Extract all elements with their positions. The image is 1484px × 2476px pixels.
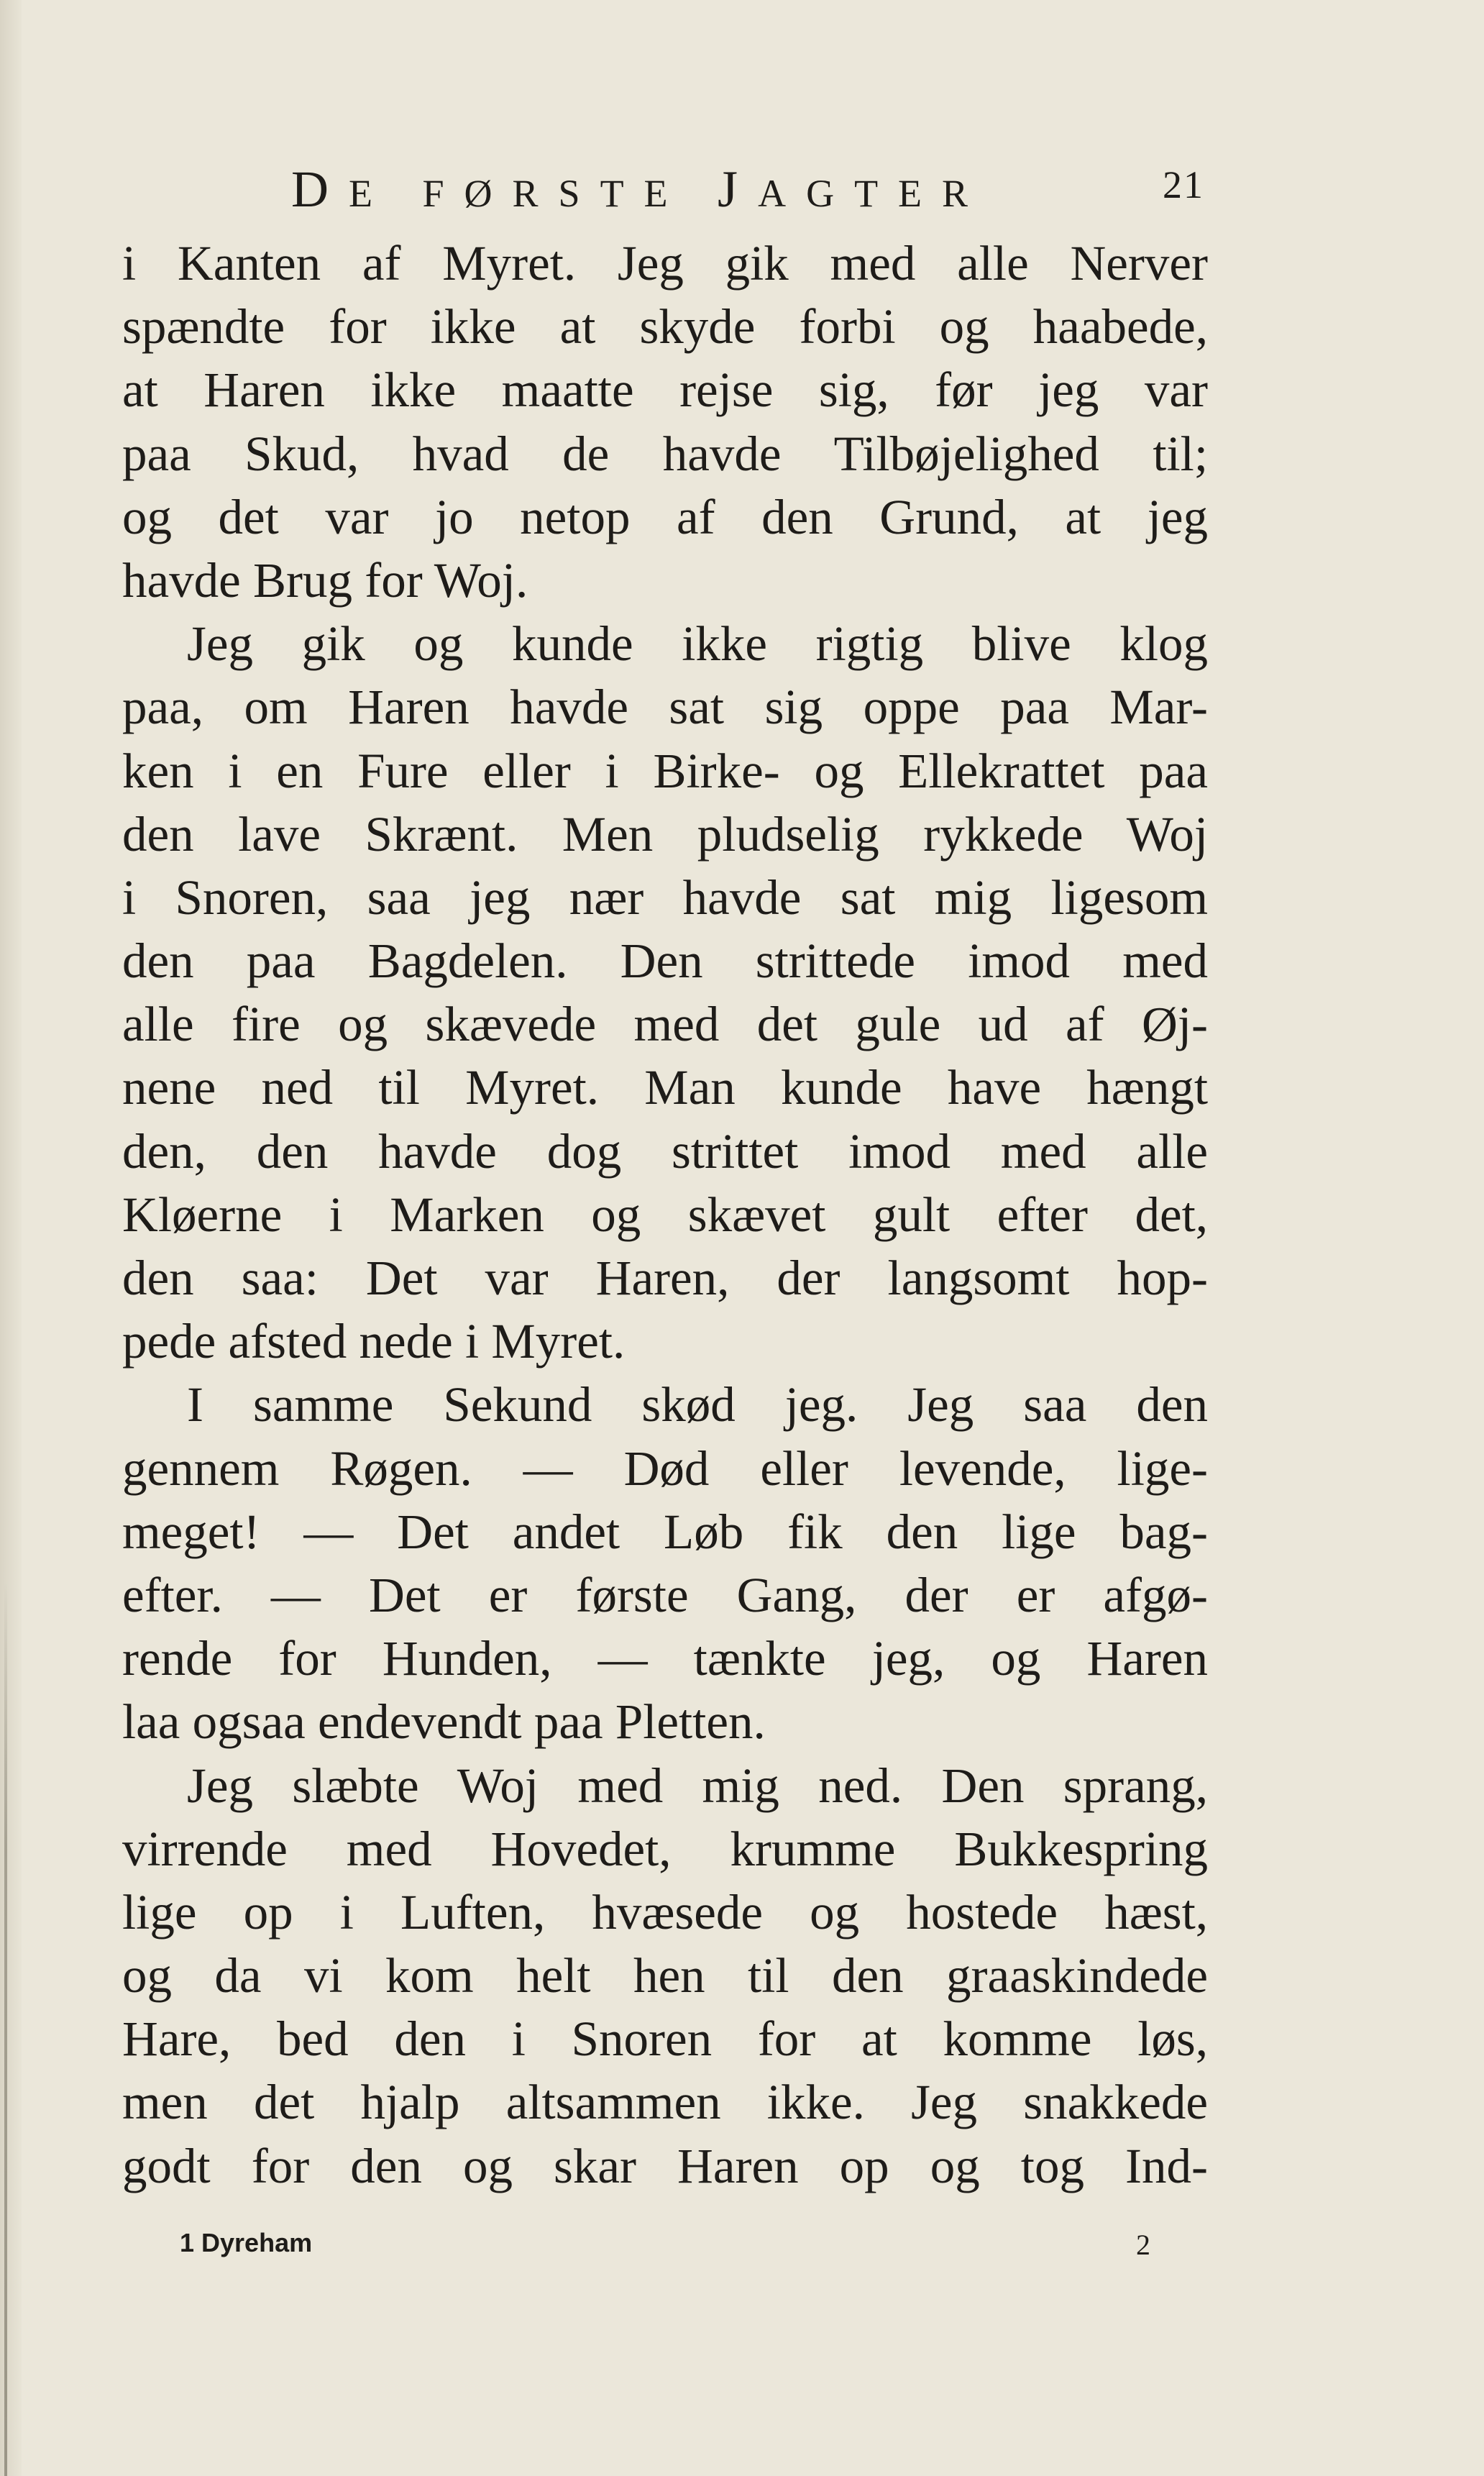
text-line: godt for den og skar Haren op og tog Ind- xyxy=(122,2138,1208,2193)
text-line: men det hjalp altsammen ikke. Jeg snakkede xyxy=(122,2075,1208,2130)
page-number: 21 xyxy=(1163,163,1204,206)
text-line: den lave Skrænt. Men pludselig rykkede Woj xyxy=(122,806,1208,862)
text-line: og det var jo netop af den Grund, at jeg xyxy=(122,489,1208,544)
running-title-word-1: E FØRSTE xyxy=(349,172,688,215)
text-line: virrende med Hovedet, krumme Bukkespring xyxy=(122,1821,1208,1876)
text-line: den, den havde dog strittet imod med alle xyxy=(122,1123,1208,1179)
text-line: Jeg slæbte Woj med mig ned. Den sprang, xyxy=(187,1758,1208,1813)
signature-number: 2 xyxy=(1136,2229,1150,2261)
text-line: efter. — Det er første Gang, der er afgø- xyxy=(122,1567,1208,1622)
text-line: gennem Røgen. — Død eller levende, lige- xyxy=(122,1440,1208,1496)
text-line: paa Skud, hvad de havde Tilbøjelighed til; xyxy=(122,426,1208,481)
text-line: i Kanten af Myret. Jeg gik med alle Nerver xyxy=(122,236,1208,291)
text-line: meget! — Det andet Løb fik den lige bag- xyxy=(122,1504,1208,1559)
running-header xyxy=(291,160,1204,218)
text-line: den saa: Det var Haren, der langsomt hop- xyxy=(122,1251,1208,1305)
text-line: at Haren ikke maatte rejse sig, før jeg var xyxy=(122,362,1208,418)
page-edge xyxy=(0,0,22,2476)
body-text xyxy=(122,232,1208,2198)
text-line: spændte for ikke at skyde forbi og haabede, xyxy=(122,299,1208,355)
running-title xyxy=(291,160,988,219)
text-line: den paa Bagdelen. Den strittede imod med xyxy=(122,933,1208,989)
text-line: alle fire og skævede med det gule ud af Øj- xyxy=(122,997,1208,1052)
text-line: rende for Hunden, — tænkte jeg, og Haren xyxy=(122,1631,1208,1686)
text-line: Hare, bed den i Snoren for at komme løs, xyxy=(122,2011,1208,2067)
text-line: paa, om Haren havde sat sig oppe paa Mar- xyxy=(122,680,1208,735)
running-title-initial-1: D xyxy=(291,160,349,218)
text-line: lige op i Luften, hvæsede og hostede hæst, xyxy=(122,1884,1208,1940)
text-line: I samme Sekund skød jeg. Jeg saa den xyxy=(187,1377,1208,1433)
text-line: nene ned til Myret. Man kunde have hængt xyxy=(122,1060,1208,1115)
text-line: ken i en Fure eller i Birke- og Ellekrattet paa xyxy=(122,743,1208,798)
text-line: og da vi kom helt hen til den graaskindede xyxy=(122,1948,1208,2004)
text-line: Jeg gik og kunde ikke rigtig blive klog xyxy=(187,616,1208,672)
running-title-initial-2: J xyxy=(718,160,759,218)
text-line: Kløerne i Marken og skævet gult efter det, xyxy=(122,1187,1208,1242)
page-footer xyxy=(180,2228,1150,2271)
text-line: laa ogsaa endevendt paa Pletten. xyxy=(122,1694,766,1750)
text-line: i Snoren, saa jeg nær havde sat mig ligesom xyxy=(122,869,1208,925)
text-line: havde Brug for Woj. xyxy=(122,552,528,608)
running-title-word-2: AGTER xyxy=(758,172,989,215)
text-line: pede afsted nede i Myret. xyxy=(122,1314,626,1369)
printer-signature-mark: 1 Dyreham xyxy=(180,2228,313,2257)
